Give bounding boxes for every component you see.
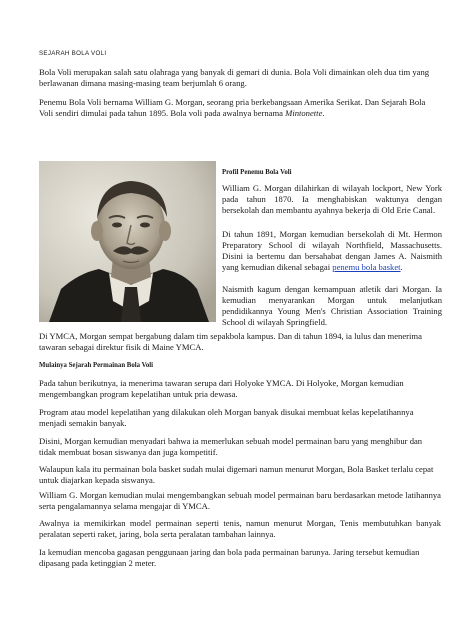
inventor-paragraph-text: Penemu Bola Voli bernama William G. Morgan, seorang pria berkebangsaan Amerika Serikat. Dan Sejarah Bola Voli sendiri dimulai pada tahun 1895. Bola voli pada awalnya bernama [39, 97, 426, 118]
inventor-paragraph-end: . [322, 108, 325, 118]
section-heading-history: Mulainya Sejarah Permainan Bola Voli [39, 362, 154, 369]
mintonette-term: Mintonette [285, 108, 323, 118]
history-paragraph-7: Ia kemudian mencoba gagasan penggunaan jaring dan bola pada permainan barunya. Jaring tersebut kemudian dipasang pada ketinggian 2 meter. [39, 547, 420, 568]
history-paragraph-3: Disini, Morgan kemudian menyadari bahwa ia memerlukan sebuah model permainan baru yang menghibur dan tidak membuat bosan siswanya dan juga kompetitif. [39, 436, 423, 457]
profile-paragraph-2-text: Di tahun 1891, Morgan kemudian bersekolah di Mt. Hermon Preparatory School di wilayah Northfield, Massachusetts. Disini ia bertemu dan bersahabat dengan James A. Naismith yang kemudian dikenal sebagai [222, 229, 442, 272]
profile-paragraph-2-end: . [400, 262, 403, 272]
history-paragraph-2: Program atau model kepelatihan yang dilakukan oleh Morgan banyak disukai membuat kelas kepelatihannya menjadi semakin banyak. [39, 407, 414, 428]
profile-paragraph-1: William G. Morgan dilahirkan di wilayah lockport, New York pada tahun 1870. Ia menghabiskan waktunya dengan bersekolah dan membantu ayahnya bekerja di Old Erie Canal. [222, 183, 442, 215]
portrait-illustration [39, 161, 216, 322]
profile-paragraph-2 [222, 229, 442, 273]
profile-heading: Profil Penemu Bola Voli [222, 169, 292, 176]
penemu-bola-basket-link[interactable]: penemu bola basket [332, 262, 401, 272]
ymca-paragraph: Di YMCA, Morgan sempat bergabung dalam tim sepakbola kampus. Dan di tahun 1894, ia lulus dan menerima tawaran sebagai direktur fisik di Maine YMCA. [39, 331, 422, 352]
intro-paragraph: Bola Voli merupakan salah satu olahraga yang banyak di gemari di dunia. Bola Voli dimainkan oleh dua tim yang berlawanan dimana masing-masing team berjumlah 6 orang. [39, 67, 430, 88]
history-paragraph-4: Walaupun kala itu permainan bola basket sudah mulai digemari namun menurut Morgan, Bola Basket terlalu cepat untuk diajarkan kepada siswanya. [39, 464, 434, 485]
history-paragraph-1: Pada tahun berikutnya, ia menerima tawaran serupa dari Holyoke YMCA. Di Holyoke, Morgan kemudian mengembangkan program kepelatihan untuk pria dewasa. [39, 378, 404, 399]
history-paragraph-5: William G. Morgan kemudian mulai mengembangkan sebuah model permainan baru berdasarkan metode latihannya serta pengalamannya selama mengajar di YMCA. [39, 490, 441, 511]
morgan-portrait-photo [39, 161, 216, 322]
inventor-paragraph [39, 97, 441, 119]
profile-paragraph-3: Naismith kagum dengan kemampuan atletik dari Morgan. Ia kemudian menyarankan Morgan untuk melanjutkan pendidikannya Young Men's Christian Association Training School di wilayah Springfield. [222, 284, 442, 327]
document-title: SEJARAH BOLA VOLI [39, 50, 107, 57]
history-paragraph-6: Awalnya ia memikirkan model permainan seperti tenis, namun menurut Morgan, Tenis membutuhkan banyak peralatan seperti raket, jaring, bola serta peralatan tambahan lainnya. [39, 518, 441, 539]
